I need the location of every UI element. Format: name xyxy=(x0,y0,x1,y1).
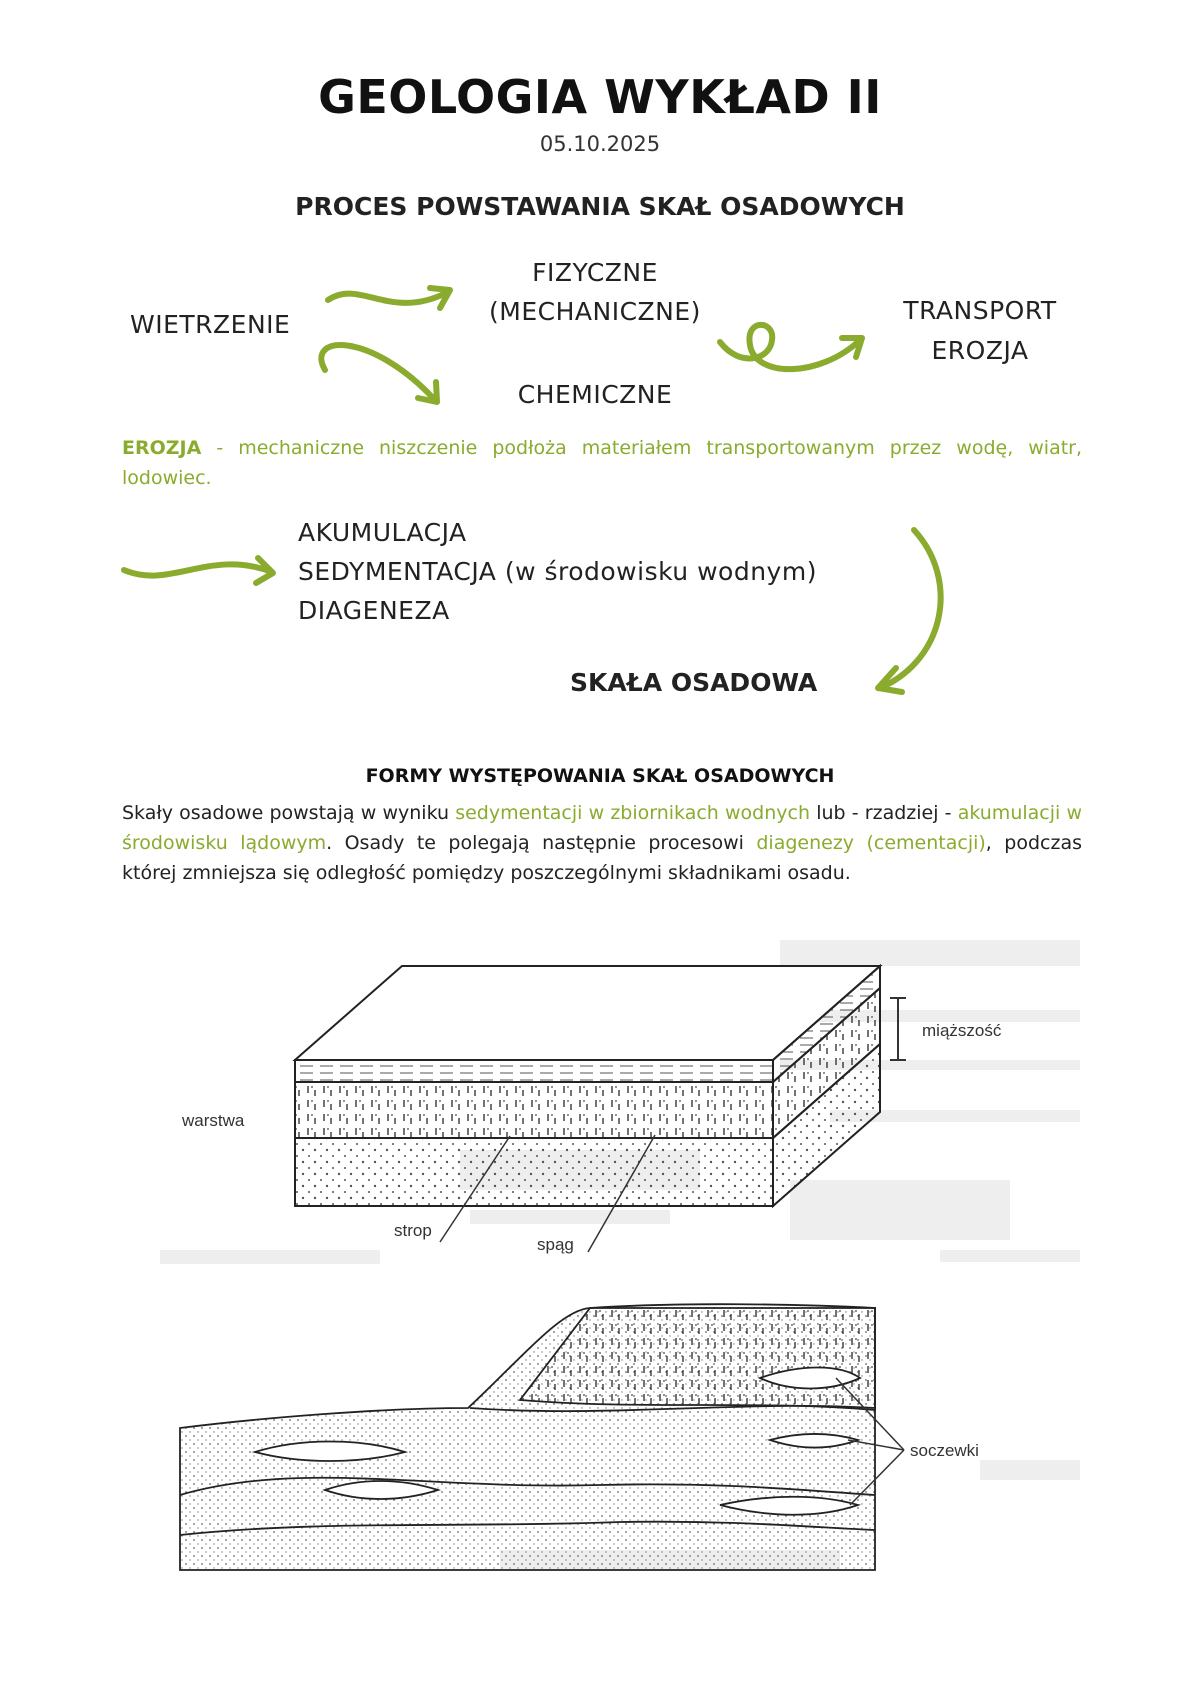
para-highlight-akumulacja: akumulacji w środowisku lądowym xyxy=(122,802,1082,854)
page-title: GEOLOGIA WYKŁAD II xyxy=(318,70,882,124)
label-erozja: EROZJA xyxy=(931,336,1029,365)
definition-separator: - xyxy=(201,437,239,459)
arrow-loop-to-transport xyxy=(720,325,860,369)
para-highlight-sedymentacja: sedymentacji w zbiornikach wodnych xyxy=(455,802,811,824)
label-fizyczne: FIZYCZNE xyxy=(532,258,658,287)
label-soczewki: soczewki xyxy=(910,1441,979,1460)
label-strop: strop xyxy=(394,1221,432,1240)
step-sedymentacja: SEDYMENTACJA (w środowisku wodnym) xyxy=(298,557,817,586)
definition-text: mechaniczne niszczenie podłoża materiałem transportowanym przez wodę, wiatr, lodowiec. xyxy=(122,437,1083,489)
label-transport: TRANSPORT xyxy=(903,296,1057,325)
definition-term: EROZJA xyxy=(122,437,202,459)
para-text-2: lub - rzadziej - xyxy=(810,802,958,824)
arrow-to-steps xyxy=(124,564,272,575)
lecture-date: 05.10.2025 xyxy=(539,132,661,156)
para-text-1: Skały osadowe powstają w wyniku xyxy=(122,802,456,824)
result-skala-osadowa: SKAŁA OSADOWA xyxy=(570,668,818,697)
label-chemiczne: CHEMICZNE xyxy=(517,380,673,409)
para-highlight-diagenezy: diagenezy (cementacji) xyxy=(756,832,986,854)
label-warstwa: warstwa xyxy=(182,1111,245,1130)
definition-erozja xyxy=(122,433,1082,493)
lens-cross-section xyxy=(180,1304,875,1570)
step-diageneza: DIAGENEZA xyxy=(298,596,450,625)
forms-paragraph xyxy=(122,798,1082,888)
section-heading-forms: FORMY WYSTĘPOWANIA SKAŁ OSADOWYCH xyxy=(365,765,835,787)
strata-block xyxy=(295,966,880,1206)
para-text-3: . Osady te polegają następnie procesowi xyxy=(326,832,757,854)
step-akumulacja: AKUMULACJA xyxy=(298,518,467,547)
process-arrows xyxy=(0,0,1200,720)
para-text-4: , podczas której zmniejsza się odległość pomiędzy poszczególnymi składnikami osadu. xyxy=(122,832,1082,884)
label-mechaniczne: (MECHANICZNE) xyxy=(489,297,701,326)
section-heading-process: PROCES POWSTAWANIA SKAŁ OSADOWYCH xyxy=(295,192,905,221)
label-wietrzenie: WIETRZENIE xyxy=(130,310,291,339)
label-spag: spąg xyxy=(537,1235,574,1254)
strata-figure xyxy=(0,930,1200,1630)
arrow-to-chemiczne xyxy=(321,345,435,400)
label-miazszosc: miąższość xyxy=(922,1021,1002,1040)
arrow-to-skala xyxy=(880,530,941,688)
arrow-to-fizyczne xyxy=(328,292,448,303)
